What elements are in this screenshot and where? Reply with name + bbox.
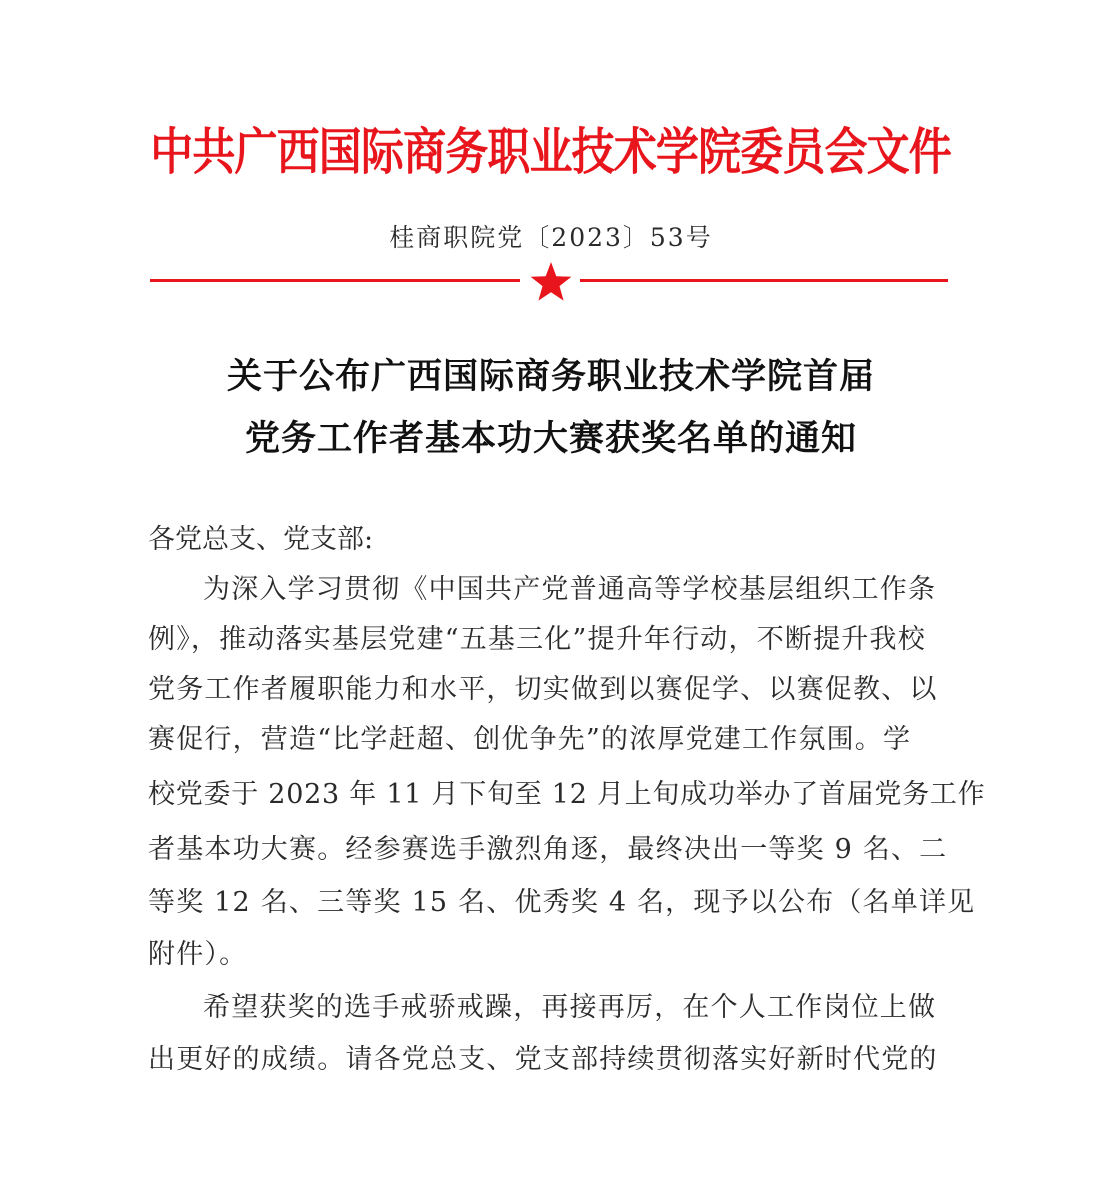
- body-line: 赛促行，营造“比学赶超、创优争先”的浓厚党建工作氛围。学: [148, 724, 912, 755]
- red-divider-right: [580, 279, 948, 282]
- body-line: 出更好的成绩。请各党总支、党支部持续贯彻落实好新时代党的: [148, 1044, 938, 1075]
- salutation: 各党总支、党支部:: [148, 524, 374, 555]
- body-line: 希望获奖的选手戒骄戒躁，再接再厉，在个人工作岗位上做: [203, 992, 937, 1023]
- body-line: 等奖 12 名、三等奖 15 名、优秀奖 4 名，现予以公布（名单详见: [148, 887, 976, 918]
- red-star-icon: [529, 260, 573, 304]
- document-number: 桂商职院党〔2023〕53号: [389, 223, 713, 252]
- red-divider-left: [150, 279, 520, 282]
- body-line: 党务工作者履职能力和水平，切实做到以赛促学、以赛促教、以: [148, 674, 938, 705]
- body-line: 校党委于 2023 年 11 月下旬至 12 月上旬成功举办了首届党务工作: [148, 779, 986, 810]
- body-line: 者基本功大赛。经参赛选手激烈角逐，最终决出一等奖 9 名、二: [148, 834, 948, 865]
- title-line-2: 党务工作者基本功大赛获奖名单的通知: [244, 418, 857, 459]
- body-line: 例》，推动落实基层党建“五基三化”提升年行动，不断提升我校: [148, 624, 926, 655]
- body-line: 为深入学习贯彻《中国共产党普通高等学校基层组织工作条: [203, 574, 937, 605]
- body-line: 附件）。: [148, 939, 248, 970]
- notice-title: [0, 346, 1102, 470]
- issuer-header: 中共广西国际商务职业技术学院委员会文件: [150, 122, 951, 181]
- title-line-1: 关于公布广西国际商务职业技术学院首届: [226, 356, 875, 397]
